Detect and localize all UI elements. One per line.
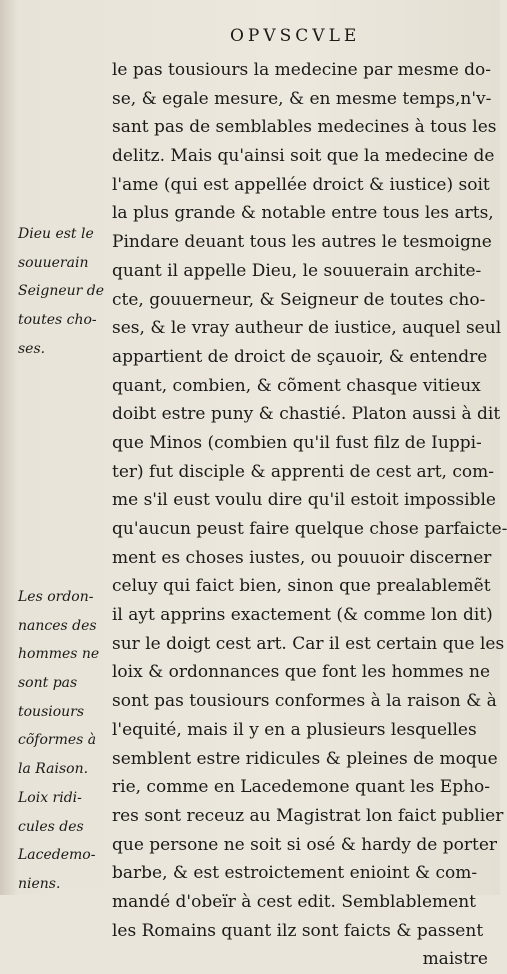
- margin-note-dieu: [18, 220, 110, 363]
- margin-note-line: Les ordon-: [18, 589, 94, 605]
- margin-note-line: cules des: [18, 818, 84, 835]
- text-line: quant, combien, & cõment chasque vitieux: [112, 375, 481, 396]
- margin-note-line: Lacedemo-: [18, 847, 96, 864]
- margin-note-loix: [18, 784, 110, 899]
- text-line: rie, comme en Lacedemone quant les Epho-: [112, 777, 491, 798]
- margin-note-line: la Raison.: [18, 761, 89, 778]
- text-line: il ayt apprins exactement (& comme lon dit): [112, 605, 493, 626]
- text-line: res sont receuz au Magistrat lon faict publier: [112, 805, 504, 826]
- text-line: sur le doigt cest art. Car il est certain que les: [112, 633, 505, 654]
- text-line: appartient de droict de sçauoir, & entendre: [112, 346, 488, 367]
- text-line: ment es choses iustes, ou pouuoir discerner: [112, 547, 492, 568]
- text-line: l'ame (qui est appellée droict & iustice) soit: [112, 174, 490, 195]
- text-line: loix & ordonnances que font les hommes ne: [112, 662, 491, 683]
- margin-note-line: tousiours: [18, 703, 85, 720]
- text-line: barbe, & est estroictement enioint & com-: [112, 863, 478, 884]
- text-line: celuy qui faict bien, sinon que prealablemẽt: [112, 576, 491, 597]
- margin-note-line: hommes ne: [18, 646, 100, 663]
- margin-note-line: sont pas: [18, 675, 78, 692]
- text-line: le pas tousiours la medecine par mesme do-: [112, 60, 492, 80]
- text-line: la plus grande & notable entre tous les arts,: [112, 203, 494, 224]
- text-line: l'equité, mais il y en a plusieurs lesquelles: [112, 719, 477, 740]
- text-line: cte, gouuerneur, & Seigneur de toutes cho-: [112, 289, 486, 310]
- text-line: ter) fut disciple & apprenti de cest art, com-: [112, 461, 494, 482]
- text-line: delitz. Mais qu'ainsi soit que la medecine de: [112, 146, 495, 167]
- margin-note-line: Dieu est le: [18, 226, 94, 242]
- text-line: qu'aucun peust faire quelque chose parfaicte-: [112, 519, 507, 539]
- margin-note-line: toutes cho-: [18, 312, 97, 329]
- text-line: sont pas tousiours conformes à la raison & à: [112, 691, 497, 712]
- text-line: que Minos (combien qu'il fust filz de Iuppi-: [112, 432, 482, 453]
- text-line: que persone ne soit si osé & hardy de porter: [112, 834, 498, 855]
- running-header: OPVSCVLE: [230, 26, 361, 46]
- text-line: Pindare deuant tous les autres le tesmoigne: [112, 232, 492, 253]
- text-line: semblent estre ridicules & pleines de moque: [112, 748, 498, 769]
- margin-note-line: Loix ridi-: [18, 790, 82, 806]
- margin-note-line: ses.: [18, 340, 46, 357]
- text-line: les Romains quant ilz sont faicts & passent: [112, 920, 484, 941]
- text-line: quant il appelle Dieu, le souuerain archite-: [112, 260, 482, 281]
- text-line: se, & egale mesure, & en mesme temps,n'v-: [112, 88, 492, 109]
- text-line: me s'il eust voulu dire qu'il estoit impossible: [112, 490, 496, 511]
- text-line: mandé d'obeïr à cest edit. Semblablement: [112, 891, 476, 912]
- text-line: sant pas de semblables medecines à tous les: [112, 117, 497, 138]
- margin-note-line: souuerain: [18, 254, 89, 271]
- margin-note-line: niens.: [18, 876, 61, 893]
- margin-note-ordonnances: [18, 583, 110, 784]
- margin-note-line: cõformes à: [18, 732, 97, 749]
- catchword: maistre: [422, 949, 488, 970]
- text-line: ses, & le vray autheur de iustice, auquel seul: [112, 318, 502, 339]
- main-text: [112, 56, 507, 974]
- margin-note-line: Seigneur de: [18, 283, 105, 300]
- margin-note-line: nances des: [18, 617, 97, 634]
- text-line: doibt estre puny & chastié. Platon aussi à dit: [112, 404, 501, 425]
